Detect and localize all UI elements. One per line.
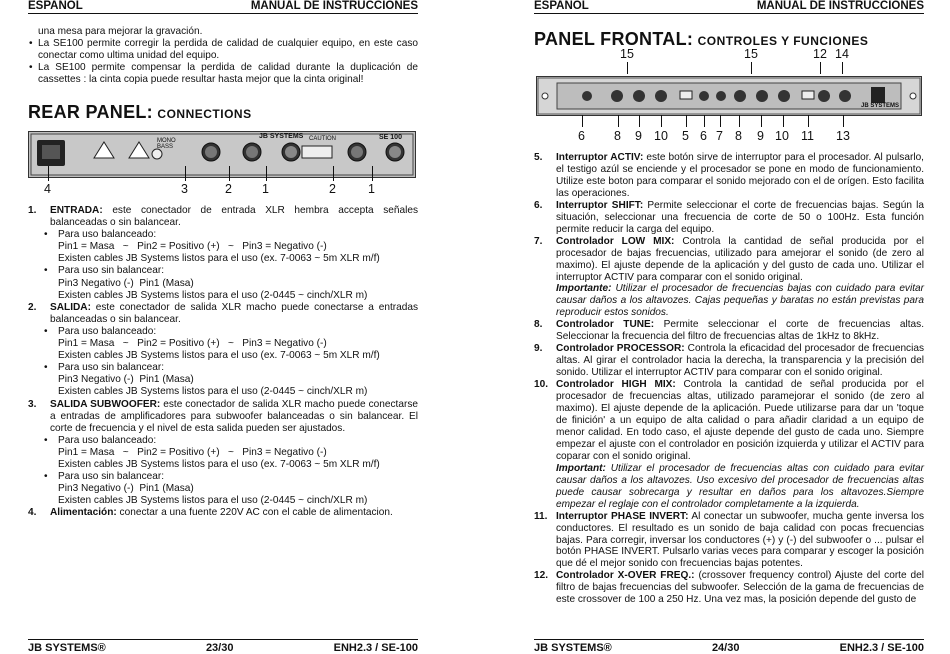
section-title	[534, 29, 924, 50]
callout-arrow	[582, 115, 583, 127]
callout-number: 5	[682, 129, 689, 143]
section-title-main: PANEL FRONTAL:	[534, 29, 694, 49]
intro-line: una mesa para mejorar la gravación.	[38, 26, 203, 37]
callout-arrow	[808, 115, 809, 127]
callout-number: 10	[775, 129, 789, 143]
header-language: ESPAÑOL	[28, 0, 83, 12]
callout-number: 6	[578, 129, 585, 143]
page-header	[28, 0, 418, 14]
callout-arrow	[618, 115, 619, 127]
rear-panel-drawing	[29, 132, 415, 177]
callout-number: 8	[614, 129, 621, 143]
control-item: 11. Interruptor PHASE INVERT: Al conectar un subwoofer, mucha gente inversa los conductores. El resultado es un sonido de baja calidad con pocas frecuencias bajas. Para corregir, inversar los conductores (+) y (-) del subwoofer o ... pulsar el botón PHASE INVERT. Pulsarlo varias veces para comparar y escoger la posición que dé el mejor sonido con frecuencias bajas potentes.	[534, 510, 925, 570]
callout-arrow	[820, 62, 821, 74]
control-item: 8. Controlador TUNE: Permite seleccionar el corte de frecuencias altas. Seleccionar la frecuencia del filtro de frecuencias altas de 1kHz to 8kHz.	[534, 319, 924, 343]
callout-arrow	[639, 115, 640, 127]
header-language: ESPAÑOL	[534, 0, 589, 12]
callout-number: 14	[835, 47, 849, 61]
callout-arrow	[229, 166, 230, 181]
front-panel-drawing	[537, 77, 921, 115]
control-item: 10. Controlador HIGH MIX: Controla la cantidad de señal producida por el procesador de frecuencias altas, utilizado paramejorar el sonido (de zero al maximo). El ajuste depende de la aplicación. Puede utilizarse para dar un 'toque de finición' a un equipo de alta calidad o para añadir claridad a un equipo de menor calidad. En todo caso, el ajuste depende del gusto de cada uno. Siempre empezar el ajuste con el controlador en posición izquierda y utilizar el ACTIV para coparar con el sonido original. Important: Utilizar el procesador de frecuencias altas con cuidado para evitar causar daños a los altavozes. Uso excesivo del procesador de frecuencias altas puede causar sobrecarga y resultar en daños para los altavozes.Siempre empezar el reglaje con el controlador completamente a la izquierda.	[534, 379, 924, 510]
callout-number: 9	[757, 129, 764, 143]
callout-number: 2	[329, 182, 336, 196]
callout-arrow	[48, 166, 49, 181]
callout-number: 12	[813, 47, 827, 61]
footer-page-number: 23/30	[205, 642, 234, 654]
callout-arrow	[661, 115, 662, 127]
callout-number: 15	[744, 47, 758, 61]
callout-number: 11	[801, 129, 814, 143]
callout-number: 9	[635, 129, 642, 143]
footer-brand: JB SYSTEMS®	[534, 642, 612, 654]
callout-arrow	[185, 166, 186, 181]
control-item: 7. Controlador LOW MIX: Controla la cantidad de señal producida por el procesador de bajas frecuencias, utilizado para amejorar el sonido (de zero al maximo). El ajuste depende de la aplicación y del gusto de cada uno. Utilizar el interruptor ACTIV para comparar con el sonido original. Importante: Utilizar el procesador de frecuencias bajas con cuidado para evitar causar daños a los altavozes. Cajas pequeñas y baratas no están previstas para reproducir estos sonidos.	[534, 235, 924, 319]
front-brand-label: JB SYSTEMS	[861, 103, 900, 109]
rear-model-label: SE 100	[379, 134, 402, 141]
connections-list	[28, 205, 418, 519]
callout-arrow	[761, 115, 762, 127]
intro-block	[28, 26, 418, 86]
callout-number: 6	[700, 129, 707, 143]
footer-model: ENH2.3 / SE-100	[333, 642, 418, 654]
footer-model: ENH2.3 / SE-100	[839, 642, 924, 654]
callout-arrow	[686, 115, 687, 127]
callout-arrow	[739, 115, 740, 127]
connection-item: 2. SALIDA: este conectador de salida XLR macho puede conectarse a entradas balanceadas o sin balancear. • Para uso balanceado: Pin1 = Masa ~ Pin2 = Positivo (+) ~ Pin3 = Negativo (-) Existen cables JB Systems listos para el uso (ex. 7-0063 ~ 5m XLR m/f) • Para uso sin balancear: Pin3 Negativo (-) Pin1 (Masa) Existen cables JB Systems listos para el uso (2-0445 ~ cinch/XLR m)	[28, 301, 418, 398]
page-footer	[534, 639, 924, 654]
callout-number: 15	[620, 47, 634, 61]
control-item: 12. Controlador X-OVER FREQ.: (crossover frequency control) Ajuste del corte del filtro de bajas frecuencias del subwoofer. Selección de la gama de frecuencias de este crossover de 100 a 250 Hz. Una vez mas, la posición depende del gusto de	[534, 570, 924, 606]
callout-number: 2	[225, 182, 232, 196]
page-header	[534, 0, 924, 14]
left-page	[28, 0, 418, 654]
front-panel-image	[536, 76, 922, 116]
right-page	[534, 0, 924, 654]
callout-number: 13	[836, 129, 850, 143]
intro-bullet: • La SE100 permite compensar la perdida de calidad durante la duplicación de cassettes : la cinta copia puede resultar hasta mejor que la cinta original!	[29, 62, 418, 86]
connection-item: 1. ENTRADA: este conectador de entrada XLR hembra accepta señales balanceadas o sin balancear. • Para uso balanceado: Pin1 = Masa ~ Pin2 = Positivo (+) ~ Pin3 = Negativo (-) Existen cables JB Systems listos para el uso (ex. 7-0063 ~ 5m XLR m/f) • Para uso sin balancear: Pin3 Negativo (-) Pin1 (Masa) Existen cables JB Systems listos para el uso (2-0445 ~ cinch/XLR m)	[28, 205, 418, 301]
footer-brand: JB SYSTEMS®	[28, 642, 106, 654]
callout-number: 1	[368, 182, 375, 196]
section-title	[28, 102, 418, 123]
connection-item: 3. SALIDA SUBWOOFER: este conectador de salida XLR macho puede conectarse a entradas de amplificadores para subwoofer balanceadas o sin balancear. El corte de frecuencia y el nivel de esta salida pueden ser ajustados. • Para uso balanceado: Pin1 = Masa ~ Pin2 = Positivo (+) ~ Pin3 = Negativo (-) Existen cables JB Systems listos para el uso (ex. 7-0063 ~ 5m XLR m/f) • Para uso sin balancear: Pin3 Negativo (-) Pin1 (Masa) Existen cables JB Systems listos para el uso (2-0445 ~ cinch/XLR m)	[28, 398, 419, 507]
callout-arrow	[783, 115, 784, 127]
rear-panel-image	[28, 131, 416, 178]
callout-arrow	[751, 62, 752, 74]
callout-number: 3	[181, 182, 188, 196]
header-manual-title: MANUAL DE INSTRUCCIONES	[250, 0, 418, 12]
callout-arrow	[842, 62, 843, 74]
section-title-sub: CONTROLES Y FUNCIONES	[697, 34, 869, 48]
callout-number: 7	[716, 129, 723, 143]
section-title-sub: CONNECTIONS	[157, 107, 252, 121]
controls-list	[534, 152, 924, 606]
callout-arrow	[720, 115, 721, 127]
section-title-main: REAR PANEL:	[28, 102, 153, 122]
control-item: 9. Controlador PROCESSOR: Controla la eficacidad del procesador de frecuencias altas. Al girar el controlador hacia la derecha, la transparencia y la precisión del sonido. Utilizar el interruptor ACTIV para comparar con el sonido original.	[534, 343, 925, 379]
callout-number: 4	[44, 182, 51, 196]
intro-bullet: • La SE100 permite corregir la perdida de calidad de cualquier equipo, en este caso conectar como ultima unidad del equipo.	[29, 38, 418, 62]
connection-item: 4. Alimentación: conectar a una fuente 220V AC con el cable de alimentacion.	[28, 507, 393, 519]
caution-label: CAUTION	[309, 136, 336, 142]
callout-number: 10	[654, 129, 668, 143]
header-manual-title: MANUAL DE INSTRUCCIONES	[756, 0, 924, 12]
callout-arrow	[704, 115, 705, 127]
callout-arrow	[372, 166, 373, 181]
callout-arrow	[333, 166, 334, 181]
callout-number: 1	[262, 182, 269, 196]
rear-brand-label: JB SYSTEMS	[259, 133, 304, 140]
callout-arrow	[266, 166, 267, 181]
control-item: 5. Interruptor ACTIV: este botón sirve de interruptor para el procesador. Al pulsarlo, el testigo azúl se enciende y el procesador se pone en modo de funcionamiento. Utilize este boton para comparar el sonido mejorado con el de orígen. Esto facilita las operaciones.	[534, 152, 924, 199]
callout-arrow	[627, 62, 628, 74]
callout-number: 8	[735, 129, 742, 143]
callout-arrow	[843, 115, 844, 127]
page-footer	[28, 639, 418, 654]
footer-page-number: 24/30	[711, 642, 740, 654]
mono-bass-label: MONO BASS	[157, 138, 176, 150]
control-item: 6. Interruptor SHIFT: Permite seleccionar el corte de frecuencias bajas. Según la situación, seleccionar una frecuencia de corte de 50 o 100Hz. Esta función permite reducir la carga del equipo.	[534, 199, 924, 235]
